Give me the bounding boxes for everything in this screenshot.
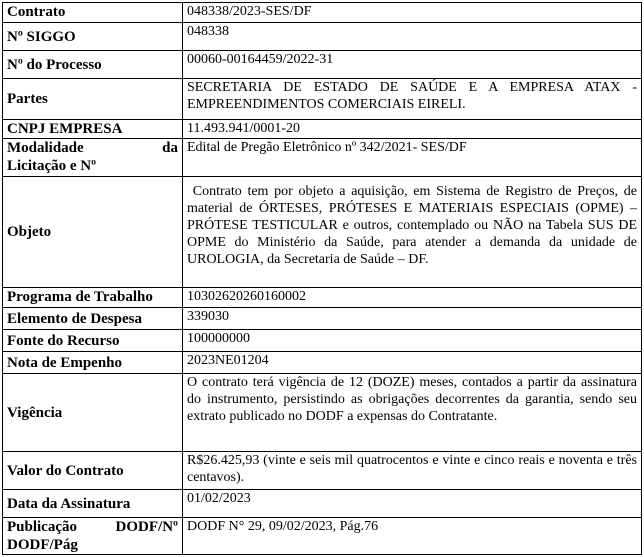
row-objeto	[3, 177, 642, 288]
label-programa: Programa de Trabalho	[3, 288, 183, 308]
row-publicacao	[3, 518, 642, 555]
value-publicacao: DODF N° 29, 09/02/2023, Pág.76	[183, 518, 642, 555]
label-fonte: Fonte do Recurso	[3, 330, 183, 352]
label-publicacao	[3, 518, 183, 555]
value-partes: SECRETARIA DE ESTADO DE SAÚDE E A EMPRESA ATAX - EMPREENDIMENTOS COMERCIAIS EIRELI.	[183, 79, 642, 120]
label-contrato: Contrato	[3, 3, 183, 23]
value-contrato: 048338/2023-SES/DF	[183, 3, 642, 23]
value-objeto: Contrato tem por objeto a aquisição, em Sistema de Registro de Preços, de material de ÓRTESES, PRÓTESES E MATERIAIS ESPECIAIS (OPME) – PRÓTESE TESTICULAR e outros, contemplado ou NÃO na Tabela SUS DE OPME do Ministério da Saúde, para atender a demanda da unidade de UROLOGIA, da Secretaria de Saúde – DF.	[183, 177, 642, 288]
label-publicacao-word1: Publicação	[7, 519, 77, 535]
value-empenho: 2023NE01204	[183, 352, 642, 374]
value-assinatura: 01/02/2023	[183, 490, 642, 518]
value-vigencia: O contrato terá vigência de 12 (DOZE) meses, contados a partir da assinatura do instrumento, persistindo as obrigações decorrentes da garantia, sendo seu extrato publicado no DODF a expensas do Contratante.	[183, 374, 642, 452]
label-processo: Nº do Processo	[3, 51, 183, 79]
row-empenho	[3, 352, 642, 374]
row-assinatura	[3, 490, 642, 518]
row-elemento	[3, 308, 642, 330]
row-processo	[3, 51, 642, 79]
row-partes	[3, 79, 642, 120]
label-empenho: Nota de Empenho	[3, 352, 183, 374]
label-modalidade-line1	[7, 139, 178, 157]
label-modalidade	[3, 139, 183, 177]
label-modalidade-word2: da	[162, 140, 178, 156]
row-vigencia	[3, 374, 642, 452]
label-publicacao-line1	[7, 518, 178, 536]
label-partes: Partes	[3, 79, 183, 120]
value-elemento: 339030	[183, 308, 642, 330]
value-valor: R$26.425,93 (vinte e seis mil quatrocentos e vinte e cinco reais e noventa e três centavos).	[183, 452, 642, 490]
label-publicacao-line2: DODF/Pág	[7, 537, 78, 553]
label-vigencia: Vigência	[3, 374, 183, 452]
value-processo: 00060-00164459/2022-31	[183, 51, 642, 79]
label-modalidade-line2: Licitação e Nº	[7, 158, 97, 174]
row-modalidade	[3, 139, 642, 177]
value-cnpj: 11.493.941/0001-20	[183, 120, 642, 139]
row-cnpj	[3, 120, 642, 139]
label-valor: Valor do Contrato	[3, 452, 183, 490]
row-siggo	[3, 23, 642, 51]
row-fonte	[3, 330, 642, 352]
row-programa	[3, 288, 642, 308]
label-assinatura: Data da Assinatura	[3, 490, 183, 518]
contract-summary-table	[2, 2, 642, 555]
value-programa: 10302620260160002	[183, 288, 642, 308]
label-modalidade-word1: Modalidade	[7, 140, 84, 156]
label-publicacao-word2: DODF/Nº	[115, 519, 178, 535]
value-fonte: 100000000	[183, 330, 642, 352]
value-modalidade: Edital de Pregão Eletrônico nº 342/2021- SES/DF	[183, 139, 642, 177]
row-valor	[3, 452, 642, 490]
label-objeto: Objeto	[3, 177, 183, 288]
label-elemento: Elemento de Despesa	[3, 308, 183, 330]
row-contrato	[3, 3, 642, 23]
value-siggo: 048338	[183, 23, 642, 51]
label-cnpj: CNPJ EMPRESA	[3, 120, 183, 139]
label-siggo: Nº SIGGO	[3, 23, 183, 51]
